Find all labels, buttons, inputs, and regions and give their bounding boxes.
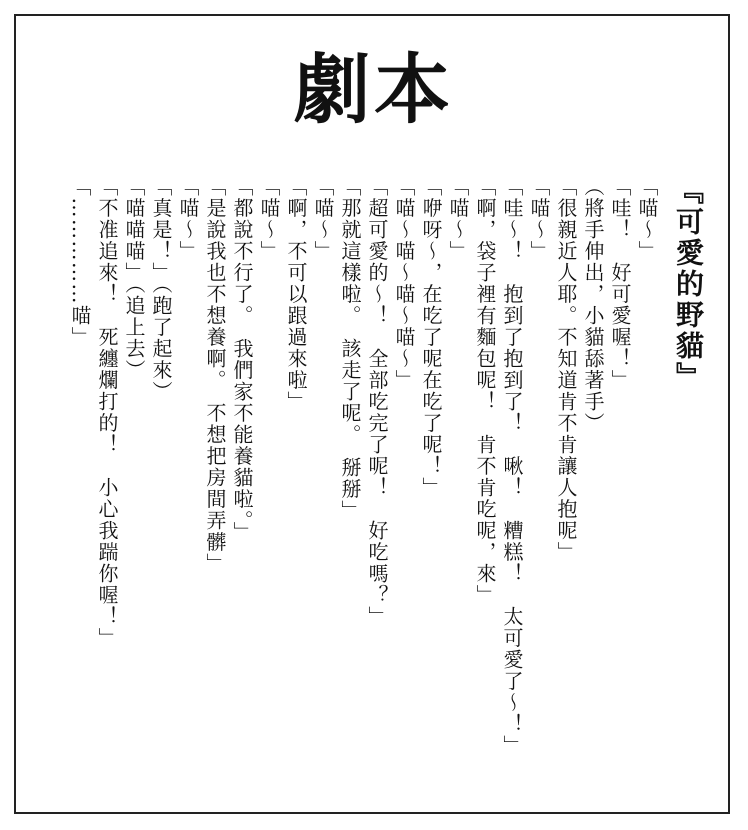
script-line: 「都說不行了。 我們家不能養貓啦。」 <box>230 176 254 543</box>
script-line: 「喵喵喵」（追上去） <box>122 176 146 381</box>
script-line: 「真是！」（跑了起來） <box>149 176 173 403</box>
script-line: 「是說我也不想養啊。 不想把房間弄髒」 <box>203 176 227 575</box>
script-line: 「喵～」 <box>527 176 551 262</box>
script-line: 「……………喵」 <box>68 176 92 348</box>
script-line: 「喵～喵～喵～喵～」 <box>392 176 416 391</box>
script-line: 「咿呀～，在吃了呢在吃了呢！」 <box>419 176 443 499</box>
script-line: 「喵～」 <box>446 176 470 262</box>
script-line: 「哇！ 好可愛喔！」 <box>608 176 632 391</box>
play-title: 『可愛的野貓』 <box>672 176 705 393</box>
script-body <box>58 176 708 796</box>
stage-direction: （將手伸出，小貓舔著手） <box>581 176 605 434</box>
script-line: 「喵～」 <box>257 176 281 262</box>
script-line: 「喵～」 <box>635 176 659 262</box>
script-line: 「超可愛的～！ 全部吃完了呢！ 好吃嗎？」 <box>365 176 389 628</box>
script-line: 「喵～」 <box>176 176 200 262</box>
script-line: 「哇～！ 抱到了抱到了！ 啾！ 糟糕！ 太可愛了～！」 <box>500 176 524 757</box>
script-line: 「不准追來！ 死纏爛打的！ 小心我踹你喔！」 <box>95 176 119 649</box>
script-line: 「啊，不可以跟過來啦」 <box>284 176 308 413</box>
script-line: 「喵～」 <box>311 176 335 262</box>
script-line: 「很親近人耶。不知道肯不肯讓人抱呢」 <box>554 176 578 563</box>
script-line: 「那就這樣啦。 該走了呢。 掰掰」 <box>338 176 362 522</box>
page-heading: 劇本 <box>294 45 454 134</box>
script-line: 「啊，袋子裡有麵包呢！ 肯不肯吃呢，來」 <box>473 176 497 606</box>
